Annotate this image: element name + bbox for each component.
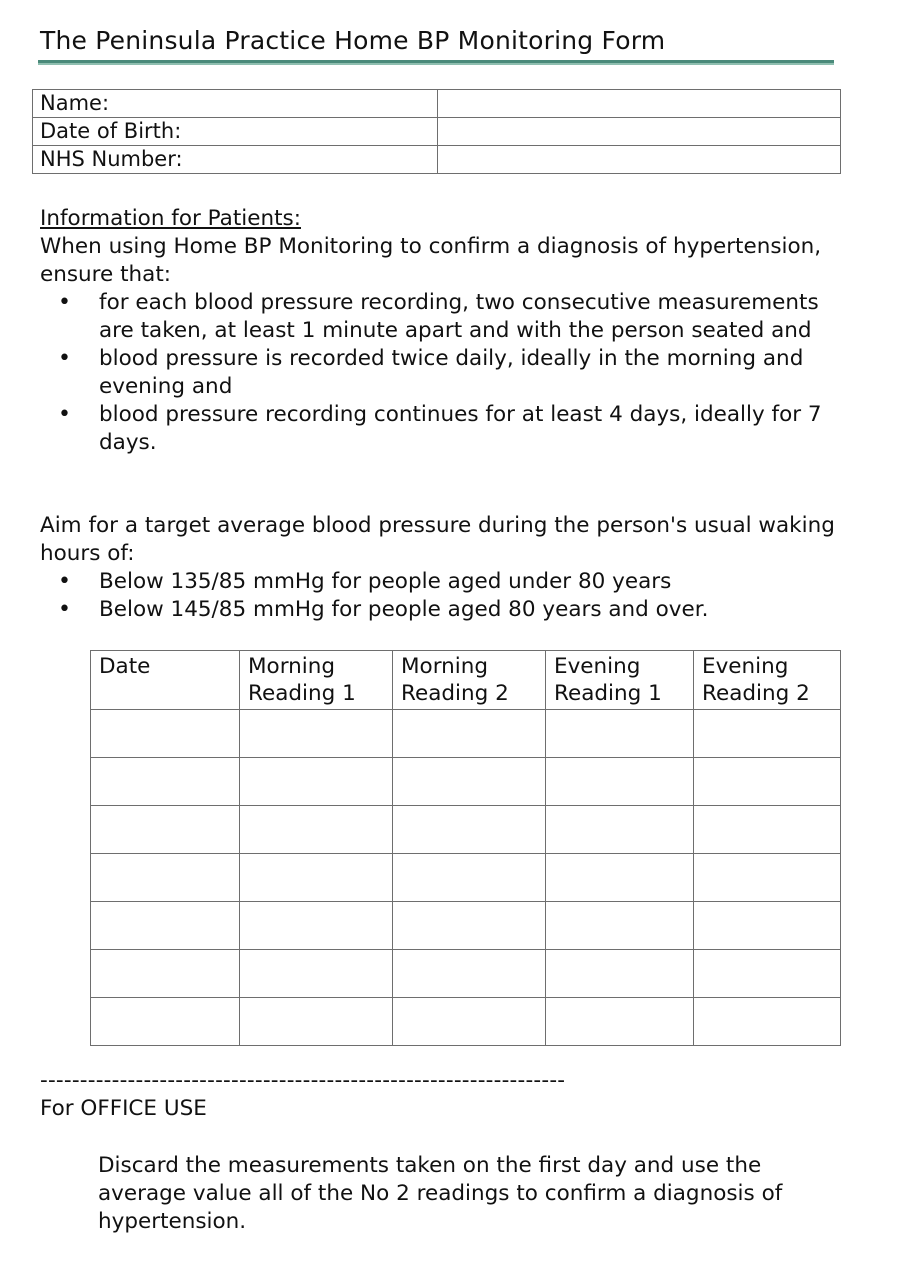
title-underline (38, 60, 834, 65)
patient-details-table (32, 89, 841, 174)
target-bullet: • Below 145/85 mmHg for people aged 80 years and over. (40, 596, 840, 624)
info-intro: When using Home BP Monitoring to confirm a diagnosis of hypertension, ensure that: (40, 234, 822, 287)
reading-cell[interactable] (546, 806, 694, 854)
patient-row-dob (33, 118, 841, 146)
table-row (91, 854, 841, 902)
separator-line: ------------------------------------------------------------------ (40, 1068, 566, 1093)
reading-cell[interactable] (91, 902, 240, 950)
reading-cell[interactable] (393, 710, 546, 758)
nhs-number-field[interactable] (438, 146, 841, 174)
reading-cell[interactable] (694, 950, 841, 998)
reading-cell[interactable] (240, 998, 393, 1046)
reading-cell[interactable] (694, 758, 841, 806)
reading-cell[interactable] (393, 806, 546, 854)
page-title: The Peninsula Practice Home BP Monitoring Form (40, 26, 666, 55)
reading-cell[interactable] (546, 950, 694, 998)
reading-cell[interactable] (91, 758, 240, 806)
info-bullet: • blood pressure is recorded twice daily, ideally in the morning and evening and (40, 345, 840, 401)
reading-cell[interactable] (393, 950, 546, 998)
nhs-number-label: NHS Number: (33, 146, 438, 174)
reading-cell[interactable] (393, 902, 546, 950)
reading-cell[interactable] (393, 758, 546, 806)
bp-readings-table (90, 650, 841, 1046)
header-morning-reading-2: Morning Reading 2 (393, 651, 546, 710)
readings-body (91, 710, 841, 1046)
reading-cell[interactable] (91, 854, 240, 902)
table-row (91, 710, 841, 758)
name-label: Name: (33, 90, 438, 118)
office-instruction: Discard the measurements taken on the first day and use the average value all of the No 2 readings to confirm a diagnosis of hypertension. (98, 1153, 783, 1234)
reading-cell[interactable] (240, 806, 393, 854)
reading-cell[interactable] (240, 710, 393, 758)
readings-header-row (91, 651, 841, 710)
reading-cell[interactable] (240, 854, 393, 902)
table-row (91, 806, 841, 854)
patient-row-nhs (33, 146, 841, 174)
table-row (91, 998, 841, 1046)
name-field[interactable] (438, 90, 841, 118)
header-date: Date (91, 651, 240, 710)
reading-cell[interactable] (546, 854, 694, 902)
table-row (91, 758, 841, 806)
reading-cell[interactable] (694, 806, 841, 854)
target-section (40, 512, 840, 624)
table-row (91, 902, 841, 950)
info-bullet: • for each blood pressure recording, two consecutive measurements are taken, at least 1 minute apart and with the person seated and (40, 289, 840, 345)
reading-cell[interactable] (546, 710, 694, 758)
target-bullet: • Below 135/85 mmHg for people aged under 80 years (40, 568, 840, 596)
reading-cell[interactable] (694, 710, 841, 758)
info-bullet: • blood pressure recording continues for at least 4 days, ideally for 7 days. (40, 401, 840, 457)
reading-cell[interactable] (91, 806, 240, 854)
patient-info-section (40, 205, 840, 457)
target-intro: Aim for a target average blood pressure during the person's usual waking hours of: (40, 513, 835, 566)
reading-cell[interactable] (694, 854, 841, 902)
reading-cell[interactable] (393, 998, 546, 1046)
target-bullet-list (40, 568, 840, 624)
reading-cell[interactable] (91, 710, 240, 758)
table-row (91, 950, 841, 998)
patient-row-name (33, 90, 841, 118)
reading-cell[interactable] (240, 950, 393, 998)
reading-cell[interactable] (546, 758, 694, 806)
header-evening-reading-1: Evening Reading 1 (546, 651, 694, 710)
reading-cell[interactable] (694, 998, 841, 1046)
reading-cell[interactable] (240, 902, 393, 950)
reading-cell[interactable] (240, 758, 393, 806)
reading-cell[interactable] (694, 902, 841, 950)
dob-label: Date of Birth: (33, 118, 438, 146)
header-evening-reading-2: Evening Reading 2 (694, 651, 841, 710)
reading-cell[interactable] (91, 950, 240, 998)
reading-cell[interactable] (91, 998, 240, 1046)
dob-field[interactable] (438, 118, 841, 146)
office-use-label: For OFFICE USE (40, 1096, 207, 1121)
header-morning-reading-1: Morning Reading 1 (240, 651, 393, 710)
reading-cell[interactable] (546, 902, 694, 950)
reading-cell[interactable] (393, 854, 546, 902)
info-bullet-list (40, 289, 840, 457)
info-heading: Information for Patients: (40, 206, 301, 231)
reading-cell[interactable] (546, 998, 694, 1046)
